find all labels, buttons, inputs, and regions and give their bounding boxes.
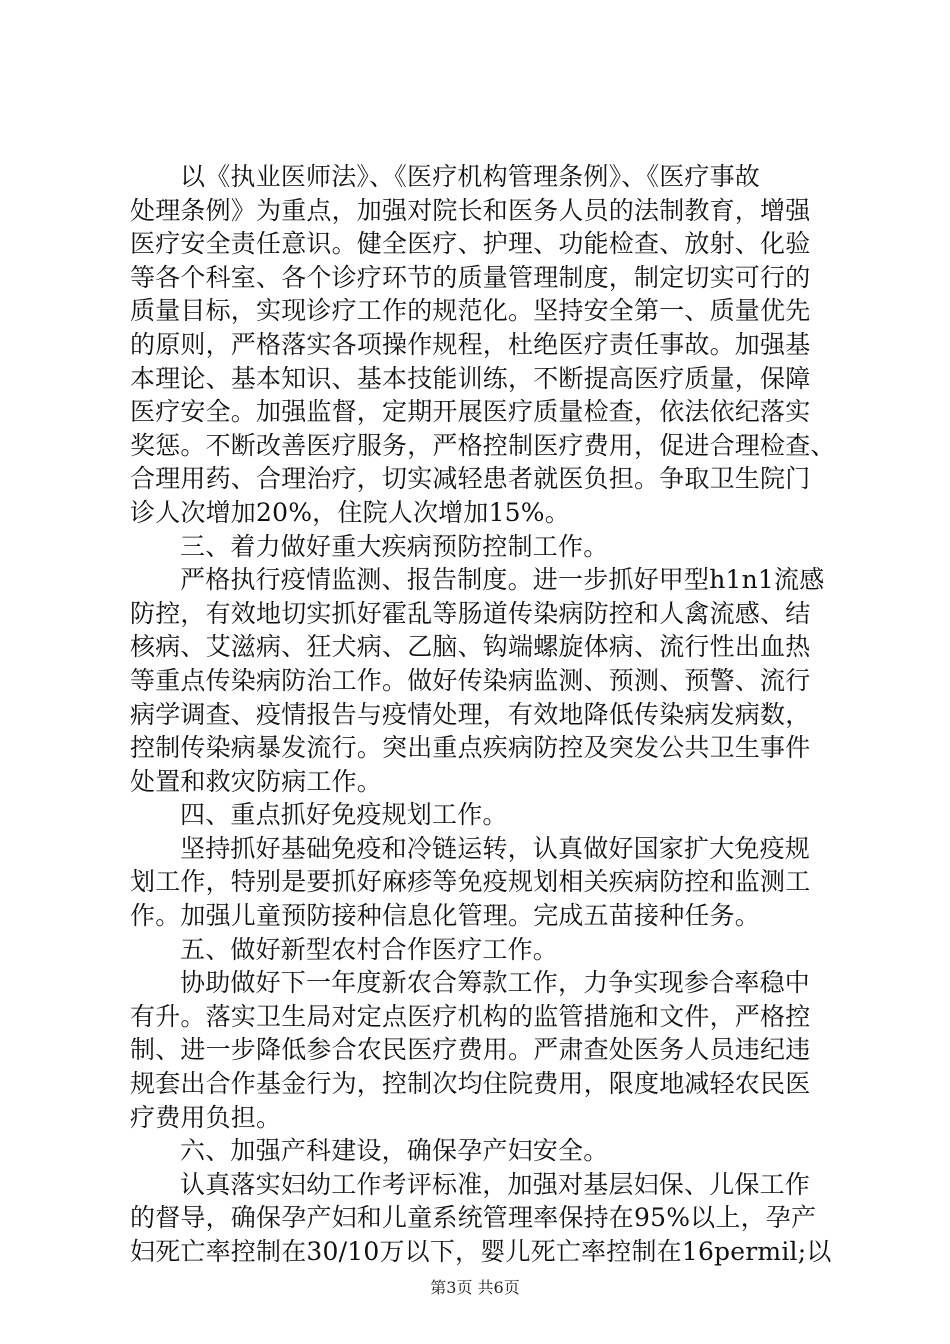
text-line: 坚持抓好基础免疫和冷链运转，认真做好国家扩大免疫规 (180, 833, 811, 863)
section-heading: 三、着力做好重大疾病预防控制工作。 (180, 531, 609, 561)
text-line: 医疗安全责任意识。健全医疗、护理、功能检查、放射、化验 (130, 229, 811, 259)
text-line: 划工作，特别是要抓好麻疹等免疫规划相关疾病防控和监测工 (130, 867, 811, 897)
page-number-label: 第3页 共6页 (430, 1278, 520, 1297)
text-line: 疗费用负担。 (130, 1102, 282, 1132)
text-line: 制、进一步降低参合农民医疗费用。严肃查处医务人员违纪违 (130, 1035, 811, 1065)
page-footer (0, 1278, 950, 1298)
text-line: 质量目标，实现诊疗工作的规范化。坚持安全第一、质量优先 (130, 296, 811, 326)
section-heading: 六、加强产科建设，确保孕产妇安全。 (180, 1136, 609, 1166)
text-line: 防控，有效地切实抓好霍乱等肠道传染病防控和人禽流感、结 (130, 598, 811, 628)
text-line: 等重点传染病防治工作。做好传染病监测、预测、预警、流行 (130, 665, 811, 695)
text-line: 处理条例》为重点，加强对院长和医务人员的法制教育，增强 (130, 195, 811, 225)
section-heading: 五、做好新型农村合作医疗工作。 (180, 934, 559, 964)
text-line: 的督导，确保孕产妇和儿童系统管理率保持在95%以上，孕产 (130, 1203, 817, 1233)
text-line: 等各个科室、各个诊疗环节的质量管理制度，制定切实可行的 (130, 262, 811, 292)
text-line: 规套出合作基金行为，控制次均住院费用，限度地减轻农民医 (130, 1069, 811, 1099)
text-line: 协助做好下一年度新农合筹款工作，力争实现参合率稳中 (180, 968, 811, 998)
text-line: 合理用药、合理治疗，切实减轻患者就医负担。争取卫生院门 (130, 464, 811, 494)
text-line: 核病、艾滋病、狂犬病、乙脑、钩端螺旋体病、流行性出血热 (130, 632, 811, 662)
text-line: 诊人次增加20%，住院人次增加15%。 (130, 497, 570, 527)
text-line: 本理论、基本知识、基本技能训练，不断提高医疗质量，保障 (130, 363, 811, 393)
text-line: 医疗安全。加强监督，定期开展医疗质量检查，依法依纪落实 (130, 397, 811, 427)
text-line: 严格执行疫情监测、报告制度。进一步抓好甲型h1n1流感 (180, 565, 825, 595)
section-heading: 四、重点抓好免疫规划工作。 (180, 800, 508, 830)
text-line: 处置和救灾防病工作。 (130, 766, 383, 796)
text-line: 妇死亡率控制在30/10万以下，婴儿死亡率控制在16permil;以 (130, 1237, 832, 1266)
text-line: 认真落实妇幼工作考评标准，加强对基层妇保、儿保工作 (180, 1169, 811, 1199)
text-line: 奖惩。不断改善医疗服务，严格控制医疗费用，促进合理检查、 (130, 430, 836, 460)
text-line: 以《执业医师法》、《医疗机构管理条例》、《医疗事故 (180, 162, 761, 191)
text-line: 有升。落实卫生局对定点医疗机构的监管措施和文件，严格控 (130, 1001, 811, 1031)
text-line: 病学调查、疫情报告与疫情处理，有效地降低传染病发病数， (130, 699, 811, 729)
text-line: 作。加强儿童预防接种信息化管理。完成五苗接种任务。 (130, 901, 761, 931)
text-line: 的原则，严格落实各项操作规程，杜绝医疗责任事故。加强基 (130, 329, 811, 359)
text-line: 控制传染病暴发流行。突出重点疾病防控及突发公共卫生事件 (130, 733, 811, 763)
body-text (130, 160, 836, 1269)
